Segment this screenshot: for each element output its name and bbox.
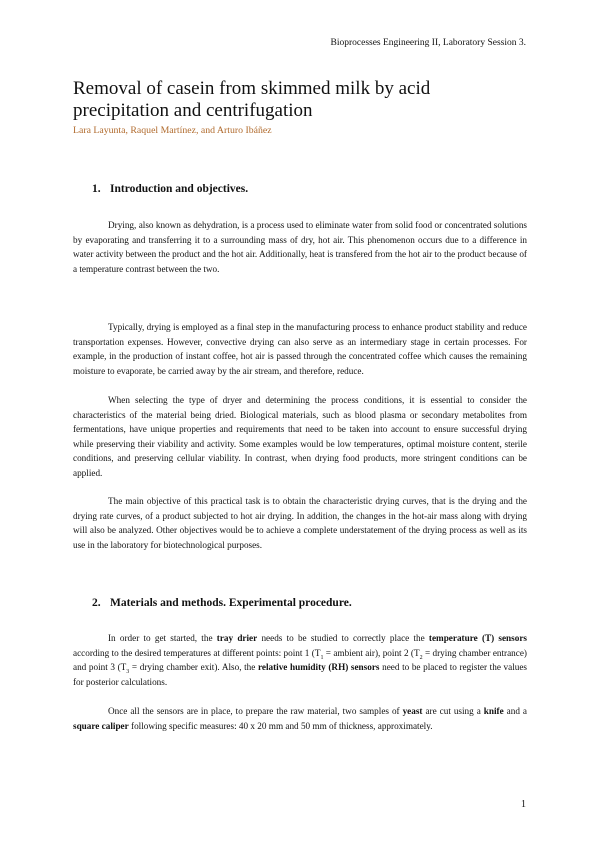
methods-paragraph-2 (73, 704, 527, 733)
text-run: In order to get started, the (108, 633, 217, 643)
text-run: = drying chamber exit). Also, the (129, 662, 258, 673)
text-run: Once all the sensors are in place, to prepare the raw material, two samples of (108, 706, 403, 716)
term-tray-drier: tray drier (216, 633, 258, 643)
term-rh-sensors: relative humidity (RH) sensors (257, 662, 380, 673)
subscript: 3 (126, 669, 130, 676)
term-temperature-sensors: temperature (T) sensors (428, 633, 527, 643)
running-header: Bioprocesses Engineering II, Laboratory Session 3. (330, 38, 526, 48)
intro-paragraph-3: When selecting the type of dryer and determining the process conditions, it is essential to consider the characteristics of the material being dried. Biological materials, such as blood plasma or secondary metabolites from fermentations, have unique properties and requirements that need to be taken into account to ensure successful drying while preserving their viability and activity. Some examples would be low temperatures, optimal moisture content, sterile conditions, and preserving cellular viability. In contrast, when drying food products, more stringent conditions can be applied. (73, 395, 527, 478)
term-knife: knife (483, 706, 504, 716)
section-heading-introduction (92, 183, 248, 195)
text-run: = ambient air), point 2 (T (323, 647, 420, 658)
subscript: 2 (419, 654, 423, 661)
section-title: Materials and methods. Experimental procedure. (110, 597, 352, 609)
text-run: following specific measures: 40 x 20 mm and 50 mm of thickness, approximately. (128, 720, 433, 731)
text-run: according to the desired temperatures at different points: point 1 (T (73, 647, 321, 658)
intro-paragraph-2: Typically, drying is employed as a final step in the manufacturing process to enhance product stability and reduce transportation expenses. However, convective drying can also serve as an intermediary stage in certain processes. For example, in the production of instant coffee, hot air is passed through the concentrated coffee which causes the remaining moisture to evaporate, be carried away by the air stream, and therefore, reduce. (73, 322, 527, 376)
text-run: are cut using a (422, 706, 484, 716)
term-yeast: yeast (402, 706, 423, 716)
author-list: Lara Layunta, Raquel Martínez, and Arturo Ibáñez (73, 125, 272, 136)
section-title: Introduction and objectives. (110, 183, 249, 195)
intro-paragraph-1: Drying, also known as dehydration, is a process used to eliminate water from solid food or concentrated solutions by evaporating and transferring it to a surrounding mass of dry, hot air. This phenomenon occurs due to a difference in water activity between the product and the hot air. Additionally, heat is transfered from the hot air to the product because of a temperature contrast between the two. (73, 220, 527, 274)
term-square-caliper: square caliper (73, 720, 129, 731)
intro-paragraph-4: The main objective of this practical task is to obtain the characteristic drying curves, that is the drying and the drying rate curves, of a product subjected to hot air drying. In addition, the changes in the hot-air mass along with drying will also be analyzed. Other objectives would be to achieve a complete understatement of the drying process as well as its use in the laboratory for biotechnological purposes. (73, 496, 527, 550)
section-number: 2. (92, 597, 101, 609)
section-number: 1. (92, 183, 101, 195)
paper-title: Removal of casein from skimmed milk by acid precipitation and centrifugation (73, 78, 431, 121)
subscript: 1 (320, 654, 324, 661)
section-heading-materials-methods (92, 597, 352, 609)
text-run: need to be placed to register the values for posterior calculations. (73, 662, 527, 687)
text-run: = drying chamber entrance) and point 3 (T (73, 647, 527, 673)
text-run: and a (503, 706, 527, 716)
page-number: 1 (521, 799, 526, 810)
methods-paragraph-1 (73, 631, 527, 689)
text-run: needs to be studied to correctly place the (257, 633, 429, 643)
